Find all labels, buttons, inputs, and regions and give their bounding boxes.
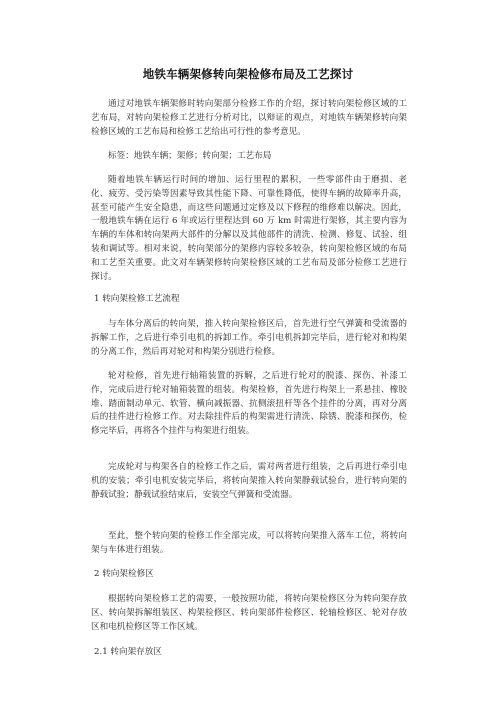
section-1-paragraph-3: 完成轮对与构架各自的检修工作之后，需对两者进行组装，之后再进行牵引电机的安装；牵引电机安装完毕后，将转向架推入转向架静载试验台，进行转向架的静载试验；静载试验结束后，安装空气弹簧和受流器。 [91,462,407,500]
section-2-paragraph-1: 根据转向架检修工艺的需要，一般按照功能，将转向架检修区分为转向架存放区、转向架拆解组装区、构架检修区、转向架部件检修区、轮轴检修区、轮对存放区和电机检修区等工作区域。 [91,594,407,632]
keywords-paragraph: 标签：地铁车辆；架修；转向架；工艺布局 [108,151,272,161]
document-title: 地铁车辆架修转向架检修布局及工艺探讨 [142,67,354,81]
section-2-1-heading: 2.1 转向架存放区 [94,647,162,657]
section-2-heading: 2 转向架检修区 [94,569,154,579]
section-1-paragraph-2: 轮对检修，首先进行轴箱装置的拆解，之后进行轮对的脱漆、探伤、补漆工作，完成后进行轮对轴箱装置的组装。构架检修，首先进行构架上一系悬挂、橡胶堆、踏面制动单元、软管、横向减振器、抗侧滚扭杆等各个挂件的分离，再对分离后的挂件进行检修工作。对去除挂件后的构架需进行清洗、除锈、脱漆和探伤，检修完毕后，再将各个挂件与构架进行组装。 [91,371,407,437]
abstract-paragraph: 通过对地铁车辆架修时转向架部分检修工作的介绍，探讨转向架检修区域的工艺布局，对转向架检修工艺进行分析对比，以辩证的观点，对地铁车辆架修转向架检修区域的工艺布局和检修工艺给出可行性的参考意见。 [91,99,407,137]
section-1-paragraph-4: 至此，整个转向架的检修工作全部完成，可以将转向架推入落车工位，将转向架与车体进行组装。 [91,531,407,555]
section-1-paragraph-1: 与车体分离后的转向架，推入转向架检修区后，首先进行空气弹簧和受流器的拆解工作，之后进行牵引电机的拆卸工作。牵引电机拆卸完毕后，进行轮对和构架的分离工作，然后再对轮对和构架分别进行检修。 [91,319,407,357]
intro-paragraph: 随着地铁车辆运行时间的增加、运行里程的累积，一些零部件由于磨损、老化、疲劳、受污染等因素导致其性能下降、可靠性降低，使得车辆的故障率升高，甚至可能产生安全隐患，而这些问题通过定修及以下修程的维修难以解决。因此，一般地铁车辆在运行 6 年或运行里程达到 60 万 km 时需进行架修，其主要内容为车辆的车体和转向架两大部件的分解以及其他部件的清洗、检测、修复、试验、组装和调试等。相对来说，转向架部分的架修内容较多较杂，转向架检修区域的布局和工艺至关重要。此文对车辆架修转向架检修区域的工艺布局及部分检修工艺进行探讨。 [91,175,407,282]
section-1-heading: 1 转向架检修工艺流程 [94,294,180,304]
